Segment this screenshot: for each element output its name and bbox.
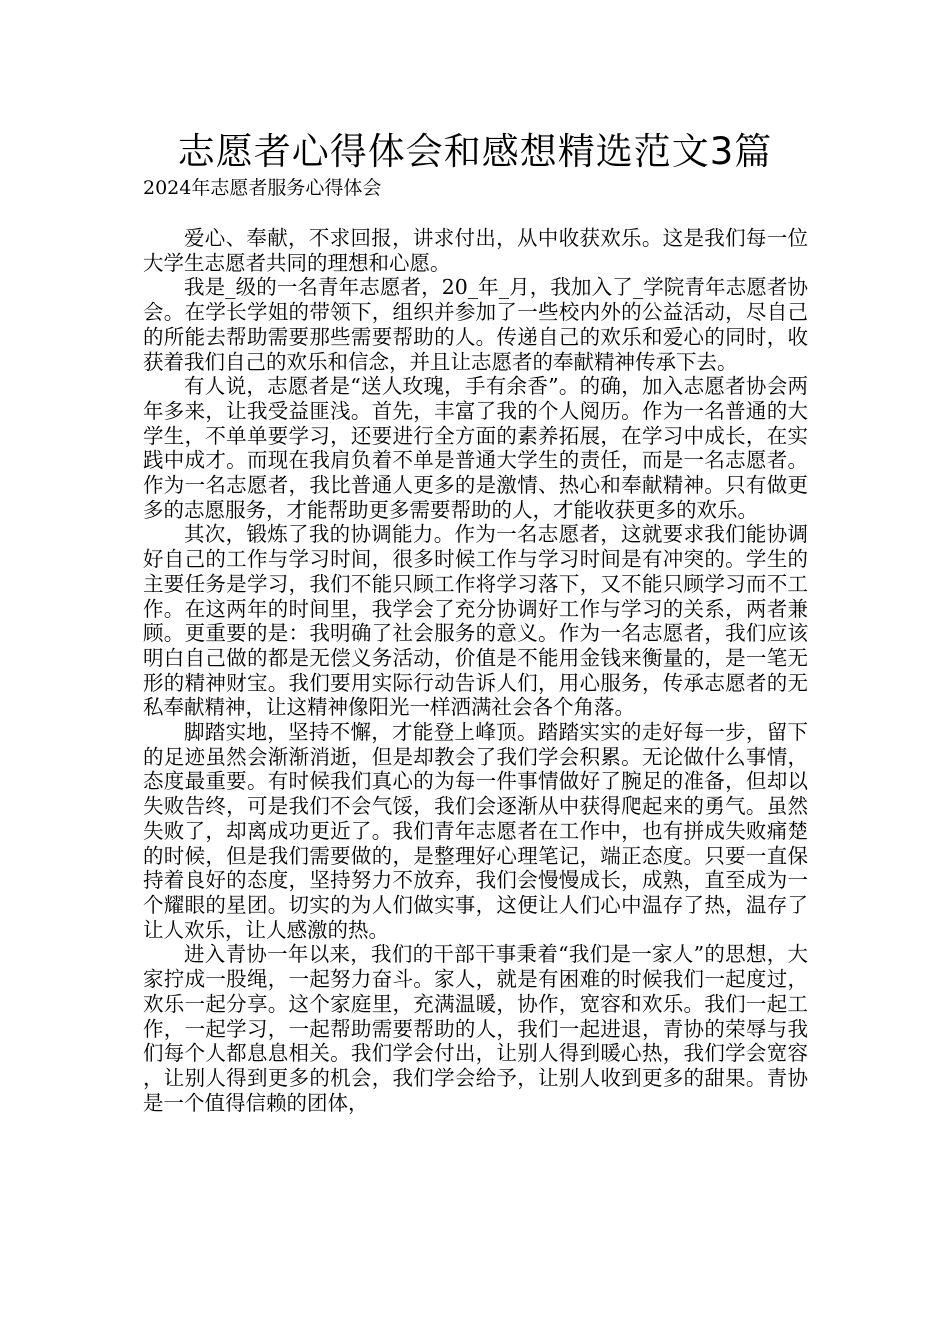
paragraph: 其次，锻炼了我的协调能力。作为一名志愿者，这就要求我们能协调好自己的工作与学习时间，很多时候工作与学习时间是有冲突的。学生的主要任务是学习，我们不能只顾工作将学习落下，又不能只顾学习而不工作。在这两年的时间里，我学会了充分协调好工作与学习的关系，两者兼顾。更重要的是：我明确了社会服务的意义。作为一名志愿者，我们应该明白自己做的都是无偿义务活动，价值是不能用金钱来衡量的，是一笔无形的精神财宝。我们要用实际行动告诉人们，用心服务，传承志愿者的无私奉献精神，让这精神像阳光一样洒满社会各个角落。: [143, 522, 808, 720]
document-subtitle: 2024年志愿者服务心得体会: [143, 177, 382, 199]
paragraph: 有人说，志愿者是“送人玫瑰，手有余香”。的确，加入志愿者协会两年多来，让我受益匪浅。首先，丰富了我的个人阅历。作为一名普通的大学生，不单单要学习，还要进行全方面的素养拓展，在学习中成长，在实践中成才。而现在我肩负着不单是普通大学生的责任，而是一名志愿者。作为一名志愿者，我比普通人更多的是激情、热心和奉献精神。只有做更多的志愿服务，才能帮助更多需要帮助的人，才能收获更多的欢乐。: [143, 374, 808, 522]
paragraph: 我是_级的一名青年志愿者，20_年_月，我加入了_学院青年志愿者协会。在学长学姐的带领下，组织并参加了一些校内外的公益活动，尽自己的所能去帮助需要那些需要帮助的人。传递自己的欢乐和爱心的同时，收获着我们自己的欢乐和信念，并且让志愿者的奉献精神传承下去。: [143, 275, 808, 374]
paragraph: 进入青协一年以来，我们的干部干事秉着“我们是一家人”的思想，大家拧成一股绳，一起努力奋斗。家人，就是有困难的时候我们一起度过，欢乐一起分享。这个家庭里，充满温暖，协作，宽容和欢乐。我们一起工作，一起学习，一起帮助需要帮助的人，我们一起进退，青协的荣辱与我们每个人都息息相关。我们学会付出，让别人得到暖心热，我们学会宽容，让别人得到更多的机会，我们学会给予，让别人收到更多的甜果。青协是一个值得信赖的团体，: [143, 942, 808, 1115]
paragraph: 脚踏实地，坚持不懈，才能登上峰顶。踏踏实实的走好每一步，留下的足迹虽然会渐渐消逝，但是却教会了我们学会积累。无论做什么事情，态度最重要。有时候我们真心的为每一件事情做好了腕足的准备，但却以失败告终，可是我们不会气馁，我们会逐渐从中获得爬起来的勇气。虽然失败了，却离成功更近了。我们青年志愿者在工作中，也有拼成失败痛楚的时候，但是我们需要做的，是整理好心理笔记，端正态度。只要一直保持着良好的态度，坚持努力不放弃，我们会慢慢成长，成熟，直至成为一个耀眼的星团。切实的为人们做实事，这便让人们心中温存了热，温存了让人欢乐，让人感激的热。: [143, 720, 808, 942]
paragraph: 爱心、奉献，不求回报，讲求付出，从中收获欢乐。这是我们每一位大学生志愿者共同的理想和心愿。: [143, 226, 808, 275]
document-title: 志愿者心得体会和感想精选范文3篇: [177, 130, 773, 173]
document-body: [143, 226, 808, 1115]
